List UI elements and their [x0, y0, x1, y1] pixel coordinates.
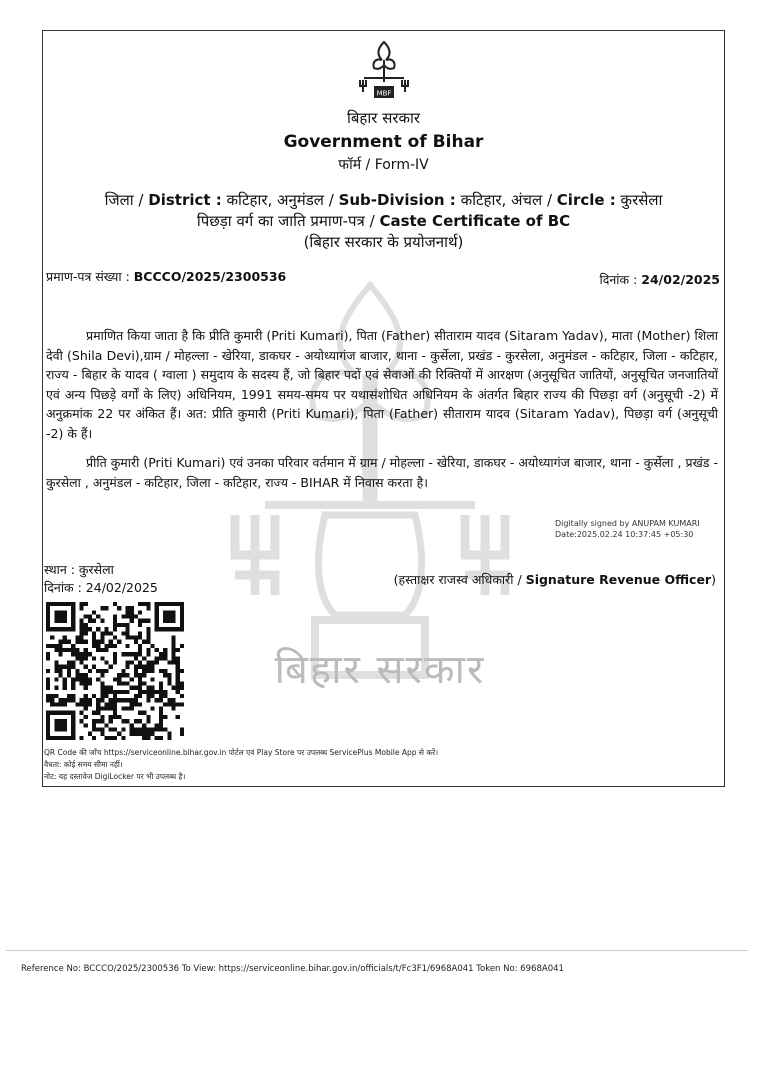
signature-date: दिनांक : 24/02/2025 — [44, 580, 158, 595]
form-label: फॉर्म / Form-IV — [338, 157, 429, 173]
certificate-body-paragraph: प्रमाणित किया जाता है कि प्रीति कुमारी (Priti Kumari), पिता (Father) सीताराम यादव (Sitaram Yadav), माता (Mother) शिला देवी (Shila Devi),ग्राम / मोहल्ला - खेरिया, डाकघर - अयोध्यागंज बाजार, थाना - कुर्सेला, प्रखंड - कुरसेला, अनुमंडल - कटिहार, जिला - कटिहार, राज्य - बिहार के यादव ( ग्वाला ) समुदाय के सदस्य हैं, जो बिहार पदों एवं सेवाओं की रिक्तियों में आरक्षण (अनुसूचित जातियों, अनुसूचित जनजातियों एवं अन्य पिछड़े वर्गों के लिए) अधिनियम, 1991 समय-समय पर यथासंशोधित अधिनियम के अंतर्गत बिहार राज्य की पिछड़ा वर्ग (अनुसूची -2) में अनुक्रमांक 22 पर अंकित हैं। अत: प्रीति कुमारी (Priti Kumari), पिता (Father) सीताराम यादव (Sitaram Yadav), पिछड़ा वर्ग (अनुसूची -2) के हैं। — [46, 328, 718, 441]
emblem-caption: MBF — [376, 89, 392, 98]
bihar-emblem-icon — [352, 38, 416, 102]
watermark-text: बिहार सरकार — [274, 647, 486, 693]
digilocker-note: नोट: यह दस्तावेज DigiLocker पर भी उपलब्ध है। — [44, 772, 186, 781]
signature-officer: (हस्ताक्षर राजस्व अधिकारी / Signature Revenue Officer) — [393, 572, 716, 587]
issue-date: दिनांक : 24/02/2025 — [599, 272, 720, 287]
qr-note: QR Code की जाँच https://serviceonline.bihar.gov.in पोर्टल एवं Play Store पर उपलब्ध ServicePlus Mobile App से करें। — [44, 748, 439, 757]
reference-footer: Reference No: BCCCO/2025/2300536 To View: https://serviceonline.bihar.gov.in/officials/t/Fc3F1/6968A041 Token No: 6968A041 — [21, 964, 564, 974]
digital-signature: Digitally signed by ANUPAM KUMARI Date:2025.02.24 10:37:45 +05:30 — [555, 519, 700, 539]
place: स्थान : कुरसेला — [44, 562, 114, 577]
certificate-type: पिछड़ा वर्ग का जाति प्रमाण-पत्र / Caste Certificate of BC — [196, 212, 571, 230]
title-english: Government of Bihar — [283, 132, 484, 152]
district-line: जिला / District : कटिहार, अनुमंडल / Sub-Division : कटिहार, अंचल / Circle : कुरसेला — [104, 191, 663, 209]
residence-paragraph: प्रीति कुमारी (Priti Kumari) एवं उनका परिवार वर्तमान में ग्राम / मोहल्ला - खेरिया, डाकघर - अयोध्यागंज बाजार, थाना - कुर्सेला , प्रखंड - कुरसेला , अनुमंडल - कटिहार, जिला - कटिहार, राज्य - BIHAR में निवास करता है। — [46, 455, 718, 490]
validity-note: वैधता: कोई समय सीमा नहीं। — [44, 760, 123, 769]
certificate-purpose: (बिहार सरकार के प्रयोजनार्थ) — [303, 233, 464, 251]
footer-divider — [6, 950, 748, 951]
title-hindi: बिहार सरकार — [346, 109, 421, 127]
certificate-number: प्रमाण-पत्र संख्या : BCCCO/2025/2300536 — [46, 269, 287, 284]
qr-code-icon[interactable] — [46, 602, 184, 740]
